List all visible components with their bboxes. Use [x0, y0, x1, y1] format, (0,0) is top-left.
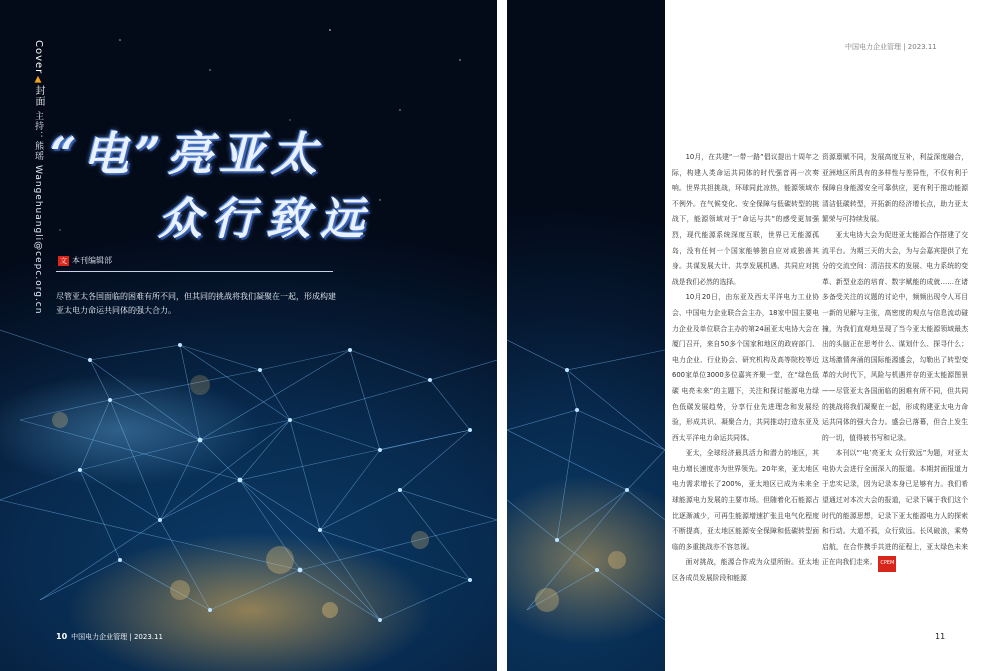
left-footer-issue: 2023.11 [133, 633, 163, 641]
article-column-2 [822, 150, 968, 572]
byline-divider [56, 271, 333, 272]
cover-vertical-tag [30, 40, 46, 314]
column-1-paragraph: 亚太，全球经济最具活力和潜力的地区，其电力增长速度亦为世界领先。20年来，亚太地区电力需求增长了200%，亚太地区已成为未来全球能源电力发展的主要市场。但随着化石能源占比逐渐减少，可再生能源增速扩张且电气化程度不断提高，亚太地区能源安全保障和低碳转型面临的多重挑战亦不容忽视。 [672, 449, 819, 551]
byline-mark: 文 [60, 257, 67, 265]
left-footer-journal: 中国电力企业管理 [71, 633, 128, 641]
byline-author: 本刊编辑部 [72, 256, 112, 265]
byline [58, 255, 112, 266]
headline-line-2: 众行致远 [158, 194, 374, 245]
column-1-paragraph: 10月20日，由东亚及西太平洋电力工业协会、中国电力企业联合会主办，18家中国主要电力企业及单位联合主办的第24届亚太电协大会在厦门召开，来自50多个国家和地区的政府部门、电力企业、行业协会、研究机构及高等院校等近600家单位3000多位嘉宾齐聚一堂，在“绿色低碳 电亮未来”的主题下，关注和探讨能源电力绿色低碳发展趋势，分享行业先进理念和发展经验，形成共识、凝聚合力，共同推动打造东亚及西太平洋电力命运共同体。 [672, 293, 819, 442]
cover-tag-en: Cover [33, 40, 44, 75]
headline-line-1: “电”亮亚太 [50, 127, 323, 181]
left-page-footer: 10 中国电力企业管理 | 2023.11 [56, 632, 163, 641]
column-2-final-text: 本刊以“‘电’亮亚太 众行致远”为题，对亚太电协大会进行全面深入的报道。本期封面报道力于忠实记录，因为记录本身已足够有力。我们希望通过对本次大会的报道，记录下属于我们这个时代的能源思想，记录下亚太能源电力人的探索和行动。大道不孤，众行致远。长风破浪，乘势启航，在合作携手共进的征程上，亚太绿色未来正在向我们走来。 [822, 449, 968, 567]
cover-credit: 主持：熊瑶 [33, 111, 43, 162]
article-column-1 [672, 150, 819, 587]
right-page-header: 中国电力企业管理 | 2023.11 [845, 43, 937, 51]
end-mark: CPEM [878, 556, 896, 572]
page-gutter [497, 0, 507, 671]
column-1-paragraph: 面对挑战，能源合作成为众望所盼。亚太地区各成员发展阶段和能源 [672, 558, 819, 583]
network-overlay [0, 0, 497, 671]
network-overlay-right [507, 0, 665, 671]
column-2-paragraph [822, 446, 968, 572]
right-page-number: 11 [935, 632, 946, 641]
cover-image-left [0, 0, 497, 671]
lead-paragraph: 尽管亚太各国面临的困难有所不同，但其同的挑战将我们凝聚在一起，形成构建亚太电力命运共同体的强大合力。 [56, 292, 336, 315]
cover-tag-cn: 封面 [33, 85, 44, 108]
column-1-paragraph: 10月，在共建“一带一路”倡议提出十周年之际，构建人类命运共同体的时代强音再一次奏响。世界共担挑战，环球同此凉热，能源领域亦不例外。在气候变化、安全保障与低碳转型的挑战下，能源领域对于“命运与共”的感受更加强烈，现代能源系统深度互联，世界已无能源孤岛，没有任何一个国家能够独自应对或独善其身。共谋发展大计、共享发展机遇、共同应对挑战是我们必然的选择。 [672, 153, 819, 286]
cover-email: Wangehuangli@cepc.org.cn [33, 165, 43, 315]
cover-image-right-strip [507, 0, 665, 671]
column-2-paragraph: 亚太电协大会为促进亚太能源合作搭建了交流平台。为期三天的大会，为与会嘉宾提供了充分的交流空间：清洁技术的发展、电力系统的变革、新型业态的培育、数字赋能的成就……在诸多备受关注的议题的讨论中，频频出现令人耳目一新的见解与主张，高密度的观点与信息流动碰撞，为我们直观地呈现了当今亚太能源领域最杰出的头脑正在思考什么、谋划什么、探寻什么；这场激情奔涌的国际能源盛会，勾勒出了转型变革的大时代下，风险与机遇并存的亚太能源图景——尽管亚太各国面临的困难有所不同，但共同的挑战将我们凝聚在一起，形成构建亚太电力命运共同体的强大合力。盛会已落幕，但合上发生的一切，值得被书写和记录。 [822, 230, 968, 442]
triangle-icon: ▲ [33, 74, 43, 86]
column-2-paragraph: 资源禀赋不同，发展高度互补，利益深度融合，亚洲地区所具有的多样性与差异性，不仅有利于保障自身能源安全可靠供应，更有利于推动能源清洁低碳转型，开拓新的经济增长点，助力亚太繁荣与可持续发展。 [822, 153, 968, 224]
left-page-number: 10 [56, 632, 68, 641]
